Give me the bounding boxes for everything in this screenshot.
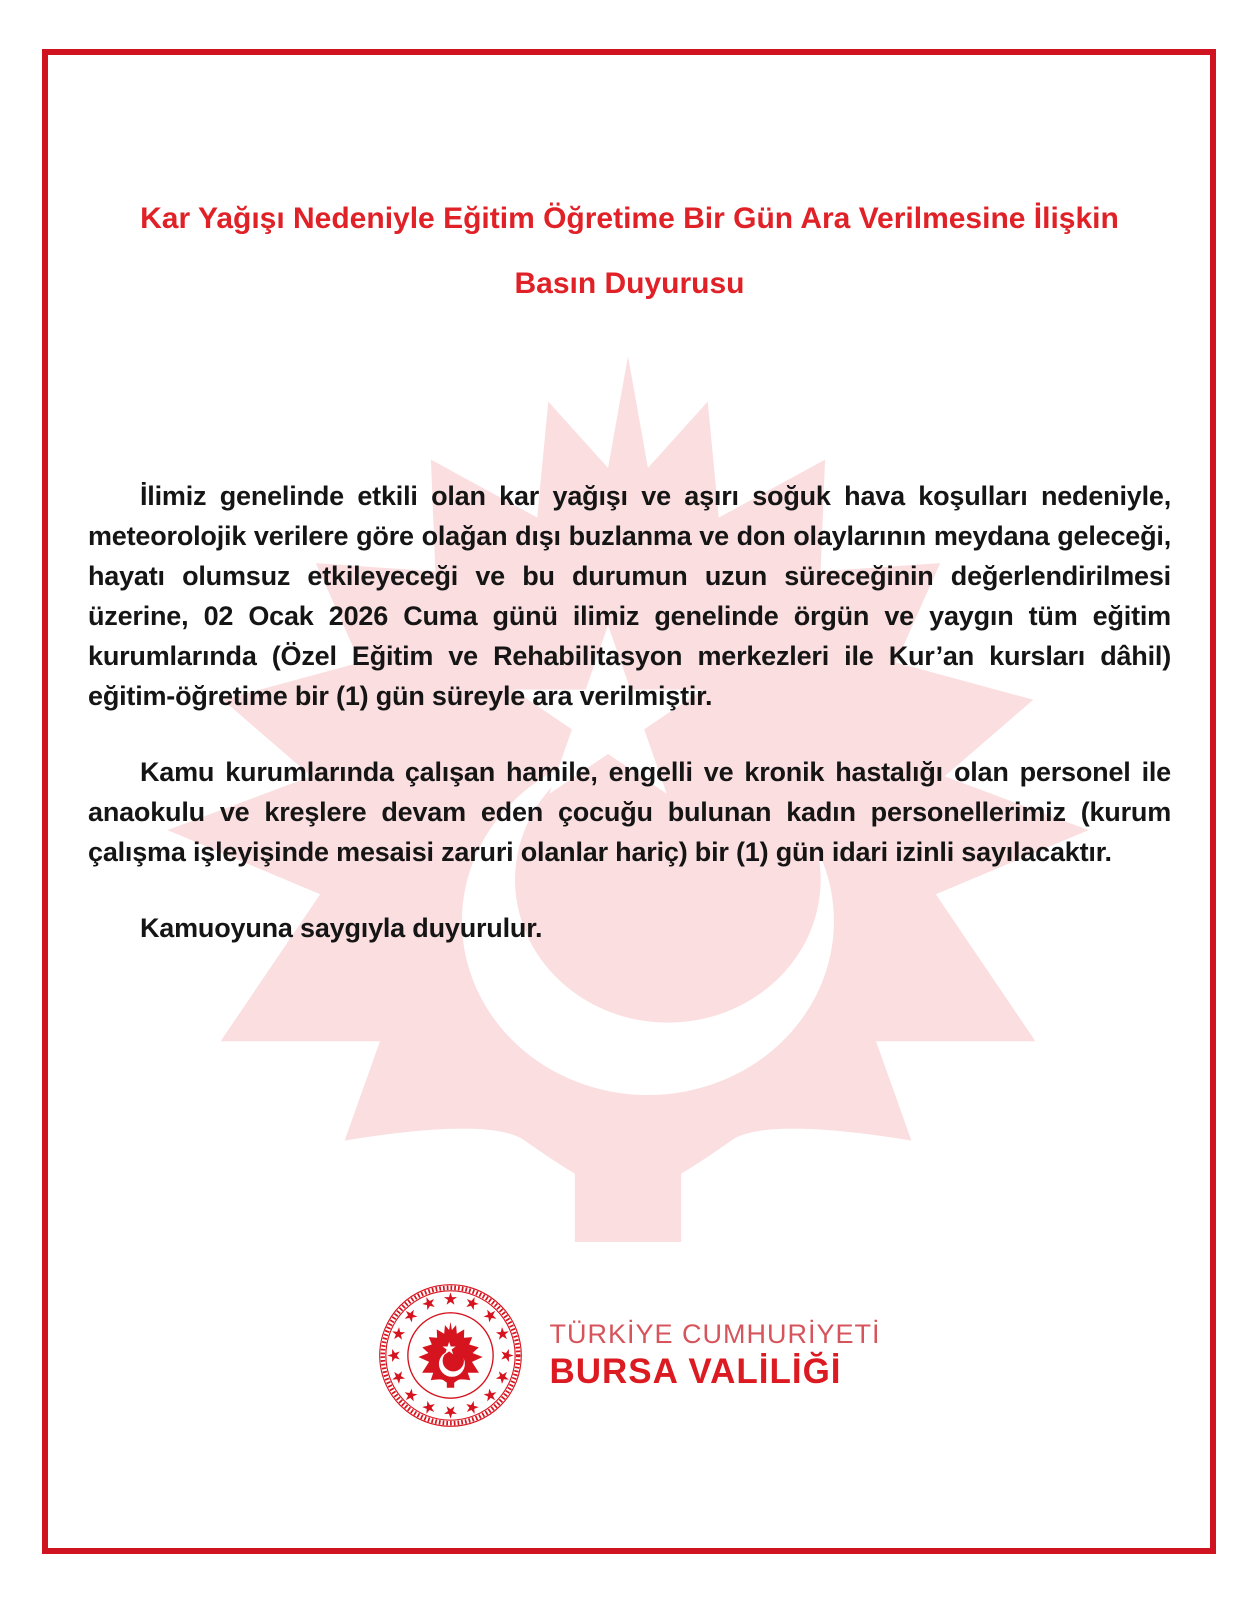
announcement-paragraph-1: İlimiz genelinde etkili olan kar yağışı ve aşırı soğuk hava koşulları nedeniyle, meteorolojik verilere göre olağan dışı buzlanma ve don olaylarının meydana geleceği, hayatı olumsuz etkileyeceği ve bu durumun uzun süreceğinin değerlendirilmesi üzerine, 02 Ocak 2026 Cuma günü ilimiz genelinde örgün ve yaygın tüm eğitim kurumlarında (Özel Eğitim ve Rehabilitasyon merkezleri ile Kur’an kursları dâhil) eğitim-öğretime bir (1) gün süreyle ara verilmiştir. bbox=[88, 481, 1171, 711]
org-name-primary: TÜRKİYE CUMHURİYETİ bbox=[549, 1318, 881, 1349]
announcement-closing-line: Kamuoyuna saygıyla duyurulur. bbox=[140, 913, 543, 943]
org-name bbox=[549, 1319, 880, 1392]
org-name-secondary: BURSA VALİLİĞİ bbox=[549, 1351, 842, 1391]
title-line-1: Kar Yağışı Nedeniyle Eğitim Öğretime Bir Gün Ara Verilmesine İlişkin bbox=[140, 202, 1119, 235]
announcement-paragraph-2: Kamu kurumlarında çalışan hamile, engelli ve kronik hastalığı olan personel ile anaokulu ve kreşlere devam eden çocuğu bulunan kadın personellerimiz (kurum çalışma işleyişinde mesaisi zaruri olanlar hariç) bir (1) gün idari izinli sayılacaktır. bbox=[88, 757, 1171, 867]
footer-logo-block bbox=[0, 1283, 1259, 1428]
announcement-body bbox=[88, 476, 1171, 948]
tc-government-emblem-icon bbox=[378, 1283, 523, 1428]
page-title bbox=[58, 0, 1201, 316]
title-line-2: Basın Duyurusu bbox=[514, 267, 745, 300]
